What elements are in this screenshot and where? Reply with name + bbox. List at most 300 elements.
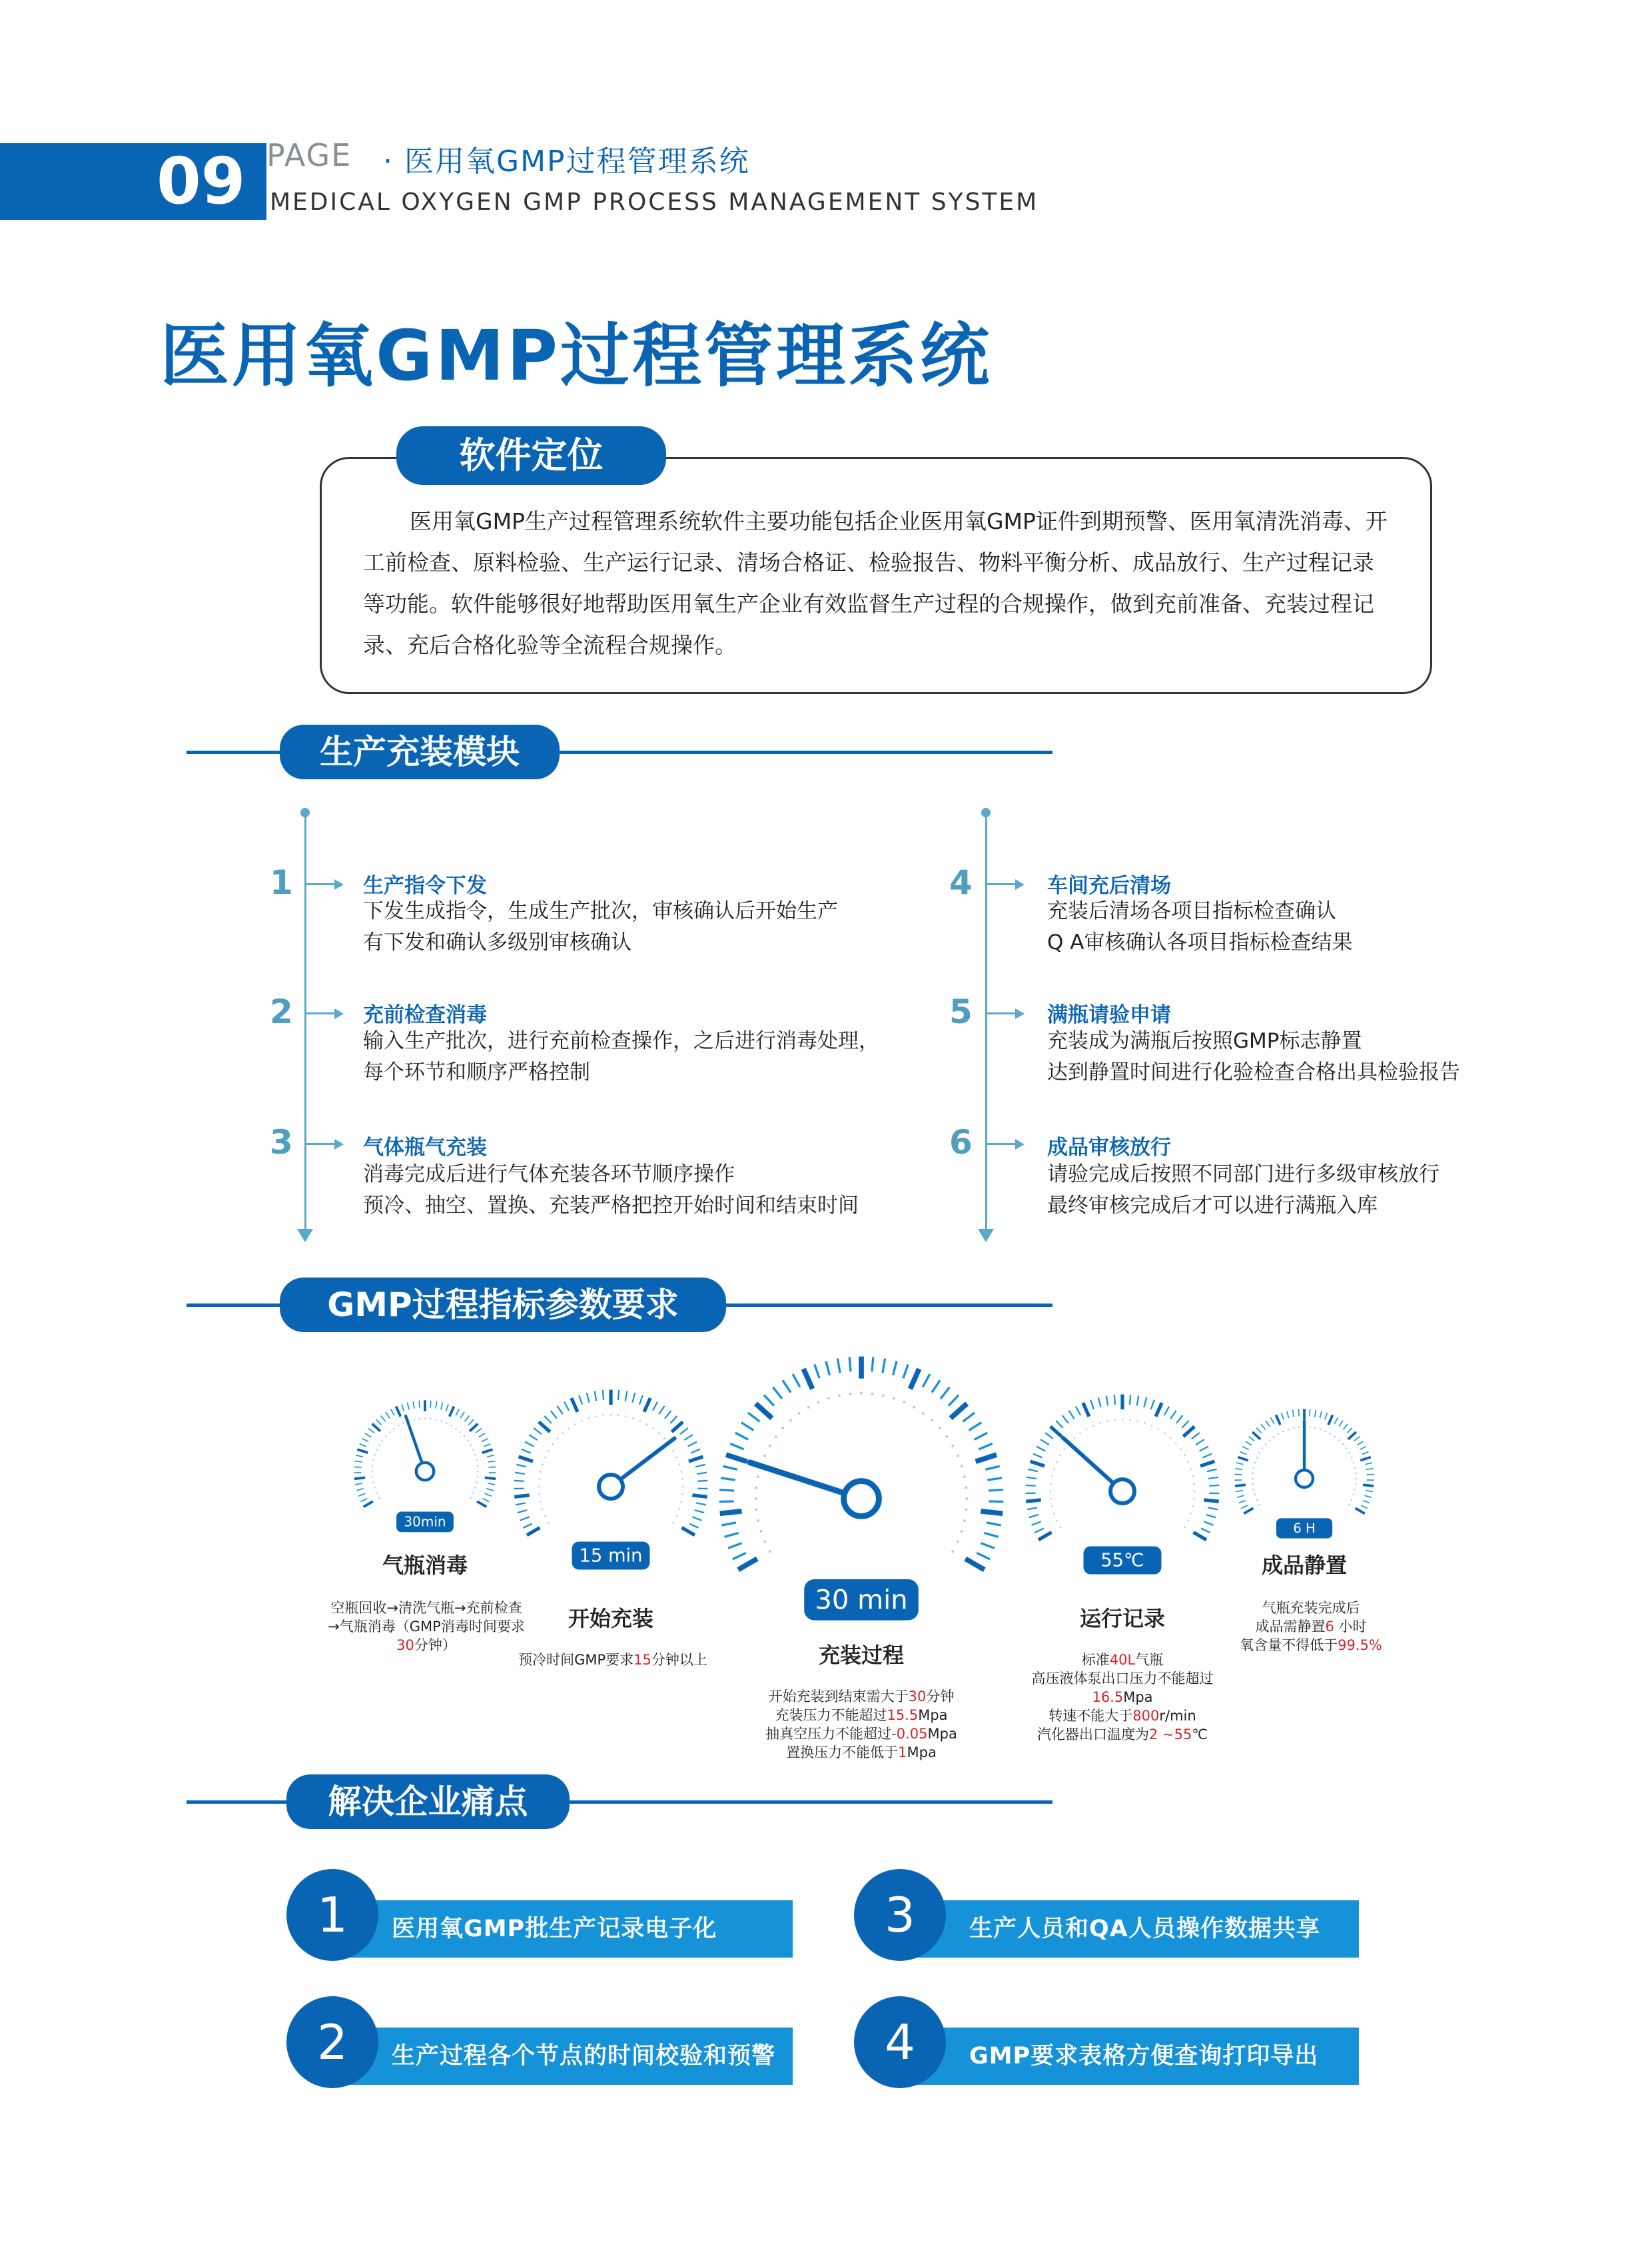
gauge-major-tick xyxy=(803,1369,812,1389)
gauge-minor-tick xyxy=(837,1359,840,1373)
gauge-minor-tick xyxy=(849,1357,851,1371)
gauge-minor-tick xyxy=(975,1433,987,1439)
gauge-dot xyxy=(382,1439,383,1441)
gauge-major-tick xyxy=(1050,1427,1062,1437)
gauge-minor-tick xyxy=(603,1390,604,1400)
desc-text: 充装压力不能超过 xyxy=(775,1707,887,1723)
gauge-minor-tick xyxy=(482,1439,488,1442)
gauge-minor-tick xyxy=(413,1401,414,1409)
gauge-dot xyxy=(760,1530,763,1533)
gauge-dot xyxy=(807,1406,810,1409)
desc-text: 小时 xyxy=(1334,1619,1367,1635)
gauge-standing xyxy=(1212,1387,1396,1573)
desc-text: Mpa xyxy=(918,1707,948,1723)
gauge-minor-tick xyxy=(430,1401,431,1408)
positioning-title: 软件定位 xyxy=(396,426,666,485)
gmp-title: GMP过程指标参数要求 xyxy=(280,1278,726,1332)
gauge-dot xyxy=(610,1414,612,1415)
gauge-minor-tick xyxy=(1106,1396,1108,1406)
gauge-major-tick xyxy=(755,1403,772,1418)
gauge-minor-tick xyxy=(793,1374,800,1387)
gauge-minor-tick xyxy=(534,1428,542,1434)
gauge-minor-tick xyxy=(483,1499,490,1502)
gauge-dot xyxy=(542,1463,543,1465)
gauge-minor-tick xyxy=(1202,1454,1212,1458)
gauge-dot xyxy=(378,1497,380,1498)
pain-text: GMP要求表格方便查询打印导出 xyxy=(969,2043,1319,2069)
gauge-minor-tick xyxy=(773,1387,782,1399)
gauge-minor-tick xyxy=(1366,1491,1373,1492)
gauge-dot xyxy=(1151,1425,1152,1426)
step-connector xyxy=(306,1012,336,1014)
gauge-minor-tick xyxy=(516,1503,526,1505)
gauge-dot xyxy=(440,1420,442,1421)
gauge-display-text: 6 H xyxy=(1293,1521,1316,1537)
gauge-dot xyxy=(1190,1468,1192,1469)
gauge-minor-tick xyxy=(1236,1463,1244,1464)
gauge-dot xyxy=(632,1417,633,1419)
gauge-major-tick xyxy=(910,1369,919,1389)
gauge-dot xyxy=(965,1487,968,1489)
gauge-minor-tick xyxy=(949,1395,959,1405)
pain-number: 1 xyxy=(286,1869,378,1961)
gauge-dot xyxy=(1314,1427,1316,1429)
gauge-dot xyxy=(557,1438,558,1439)
gauge-dot xyxy=(548,1450,549,1451)
gauge-dot xyxy=(372,1481,374,1483)
gauge-major-tick xyxy=(450,1407,454,1417)
gauge-major-tick xyxy=(1038,1533,1051,1540)
gauge-minor-tick xyxy=(1361,1505,1368,1509)
gauge-dot xyxy=(374,1454,375,1455)
gauge-display-text: 15 min xyxy=(579,1545,643,1567)
gauge-minor-tick xyxy=(1363,1501,1370,1503)
gauge-minor-tick xyxy=(1137,1396,1139,1406)
gauge-major-tick xyxy=(720,1511,742,1513)
gauge-dot xyxy=(1356,1478,1357,1479)
gauge-major-tick xyxy=(1363,1485,1374,1486)
gauge-dot xyxy=(1051,1505,1052,1507)
gauge-dot xyxy=(1192,1505,1193,1507)
gauge-dot xyxy=(1164,1432,1165,1433)
step-line-2: 有下发和确认多级别审核确认 xyxy=(363,931,631,954)
gauge-dot xyxy=(588,1417,589,1419)
arrow-right-icon xyxy=(334,879,344,890)
gauge-dot xyxy=(1056,1520,1057,1521)
gauge-minor-tick xyxy=(783,1380,791,1392)
gauge-label: 气瓶消毒 xyxy=(382,1553,468,1578)
gauge-minor-tick xyxy=(1298,1409,1299,1417)
gauge-dot xyxy=(464,1435,465,1437)
gauge-major-tick xyxy=(477,1501,486,1507)
gauge-dot xyxy=(1355,1473,1356,1474)
gauge-minor-tick xyxy=(1164,1406,1169,1415)
gauge-minor-tick xyxy=(1040,1439,1049,1445)
gauge-dot xyxy=(922,1412,925,1415)
gauge-dot xyxy=(838,1394,841,1397)
desc-text: Mpa xyxy=(927,1726,957,1742)
gauge-minor-tick xyxy=(741,1423,754,1431)
gauge-major-tick xyxy=(738,1559,757,1570)
gauge-minor-tick xyxy=(360,1444,366,1447)
gauge-major-tick xyxy=(514,1495,529,1497)
gauge-minor-tick xyxy=(1098,1397,1101,1407)
gauge-dot xyxy=(1354,1467,1356,1469)
gauge-minor-tick xyxy=(1365,1463,1372,1464)
gauge-dot xyxy=(1254,1494,1256,1495)
gauge-minor-tick xyxy=(1360,1446,1366,1449)
gauge-desc-4 xyxy=(1006,1651,1239,1744)
gauge-dot xyxy=(595,1415,596,1417)
desc-text: 抽真空压力不能超过 xyxy=(765,1726,892,1742)
gauge-minor-tick xyxy=(730,1443,743,1449)
desc-text: 分钟以上 xyxy=(651,1652,707,1668)
gauge-dot xyxy=(1136,1420,1138,1421)
gauge-dot xyxy=(1351,1457,1352,1458)
gauge-dot xyxy=(1129,1419,1130,1420)
gauge-svg xyxy=(695,1332,1028,1665)
gauge-dot xyxy=(474,1454,476,1455)
gauge-dot xyxy=(446,1422,447,1423)
gauge-minor-tick xyxy=(516,1465,526,1467)
gauge-dot xyxy=(755,1497,757,1500)
pain-text: 生产人员和QA人员操作数据共享 xyxy=(969,1916,1320,1942)
gauge-dot xyxy=(681,1493,683,1495)
desc-value: -0.05 xyxy=(891,1726,928,1742)
desc-value: 2 ~55 xyxy=(1149,1726,1192,1742)
gauge-dot xyxy=(385,1435,386,1437)
gauge-desc-3 xyxy=(745,1687,978,1762)
gauge-dot xyxy=(951,1445,954,1447)
gauge-dot xyxy=(1355,1483,1356,1485)
page-number: 09 xyxy=(157,144,246,218)
gauge-major-tick xyxy=(1183,1427,1194,1437)
gauge-minor-tick xyxy=(1027,1507,1037,1509)
gauge-minor-tick xyxy=(1026,1485,1036,1486)
gauge-minor-tick xyxy=(1033,1454,1042,1458)
gauge-minor-tick xyxy=(358,1493,365,1496)
gauge-label: 充装过程 xyxy=(818,1643,904,1668)
gauge-dot xyxy=(544,1457,546,1458)
desc-text: 预冷时间GMP要求 xyxy=(518,1652,634,1668)
gauge-minor-tick xyxy=(748,1413,760,1421)
gauge-dot xyxy=(1144,1422,1145,1423)
gauge-dot xyxy=(538,1486,540,1487)
gauge-dot xyxy=(538,1493,540,1495)
gauge-minor-tick xyxy=(733,1553,746,1559)
gauge-label: 运行记录 xyxy=(1079,1606,1165,1631)
desc-text: r/min xyxy=(1159,1708,1196,1724)
gauge-minor-tick xyxy=(903,1364,908,1378)
desc-value: 1 xyxy=(898,1744,907,1760)
gauge-dot xyxy=(1262,1447,1263,1449)
gauge-minor-tick xyxy=(1045,1433,1053,1439)
gauge-dot xyxy=(1114,1419,1116,1420)
gauge-minor-tick xyxy=(522,1449,531,1453)
gauge-dot xyxy=(374,1487,375,1488)
gauge-minor-tick xyxy=(479,1433,485,1437)
gauge-dot xyxy=(548,1522,549,1523)
gauge-minor-tick xyxy=(525,1442,534,1447)
gauge-dot xyxy=(893,1397,895,1400)
gauge-minor-tick xyxy=(985,1466,999,1469)
gauge-major-tick xyxy=(1360,1457,1370,1461)
gauge-dot xyxy=(1273,1436,1274,1437)
gauge-minor-tick xyxy=(564,1401,569,1410)
gauge-dot xyxy=(625,1415,626,1417)
gauge-dot xyxy=(945,1435,948,1438)
gauge-dot xyxy=(675,1515,677,1517)
gauge-dot xyxy=(1053,1513,1054,1514)
desc-text: 分钟 xyxy=(926,1688,955,1704)
gauge-minor-tick xyxy=(1068,1411,1074,1419)
gauge-dot xyxy=(681,1479,683,1480)
gauge-minor-tick xyxy=(1241,1505,1248,1509)
gauge-dot xyxy=(775,1435,777,1438)
gauge-minor-tick xyxy=(355,1483,362,1485)
gauge-dot xyxy=(1282,1431,1284,1432)
gauge-dot xyxy=(1059,1527,1060,1528)
step-connector xyxy=(987,883,1017,885)
gauge-minor-tick xyxy=(441,1403,443,1410)
step-line-1: 输入生产批次，进行充前检查操作，之后进行消毒处理， xyxy=(363,1029,879,1053)
gauge-minor-tick xyxy=(1239,1501,1246,1503)
gauge-minor-tick xyxy=(665,1411,671,1419)
gauge-minor-tick xyxy=(1271,1417,1274,1423)
gauge-minor-tick xyxy=(969,1423,982,1431)
step-connector xyxy=(987,1143,1017,1145)
gauge-minor-tick xyxy=(1235,1469,1242,1470)
gauge-dot xyxy=(1269,1439,1270,1441)
gauge-dot xyxy=(1298,1426,1300,1427)
gauge-major-tick xyxy=(1238,1457,1248,1461)
gauge-major-tick xyxy=(1276,1415,1280,1425)
gauge-dot xyxy=(1170,1437,1171,1439)
positioning-text: 医用氧GMP生产过程管理系统软件主要功能包括企业医用氧GMP证件到期预警、医用氧清洗消毒、开工前检查、原料检验、生产运行记录、清场合格证、检验报告、物料平衡分析、成品放行、生产过程记录等功能。软件能够很好地帮助医用氧生产企业有效监督生产过程的合规操作，做到充前准备、充装过程记录、充后合格化验等全流程合规操作。 xyxy=(363,508,1388,658)
gauge-major-tick xyxy=(726,1455,747,1461)
gauge-dot xyxy=(957,1455,959,1457)
gauge-dot xyxy=(646,1423,647,1425)
desc-line xyxy=(1211,1636,1411,1655)
gauge-dot xyxy=(470,1444,471,1445)
gauge-dot xyxy=(679,1463,680,1465)
gauge-minor-tick xyxy=(1027,1477,1036,1479)
gauge-dot xyxy=(540,1471,541,1472)
gauge-minor-tick xyxy=(518,1510,527,1513)
gauge-dot xyxy=(1258,1452,1260,1453)
gauge-major-tick xyxy=(519,1457,533,1461)
gauge-minor-tick xyxy=(1170,1411,1176,1419)
step-line-2: 每个环节和顺序严格控制 xyxy=(363,1060,590,1084)
step-number: 3 xyxy=(270,1123,293,1162)
gauge-dot xyxy=(680,1471,681,1472)
gauge-minor-tick xyxy=(476,1428,482,1433)
gauge-minor-tick xyxy=(979,1443,992,1449)
gauge-dot xyxy=(931,1419,933,1422)
desc-line: 气瓶充装完成后 xyxy=(1262,1600,1360,1616)
page-subtitle-en: MEDICAL OXYGEN GMP PROCESS MANAGEMENT SYSTEM xyxy=(270,188,1039,216)
gauge-display-text: 55℃ xyxy=(1100,1550,1144,1571)
gauge-minor-tick xyxy=(1151,1400,1154,1409)
gauge-major-tick xyxy=(1194,1533,1206,1540)
gauge-dot xyxy=(1354,1489,1356,1490)
gauge-dot xyxy=(961,1530,963,1533)
gauge-dot xyxy=(1193,1498,1194,1499)
gauge-dot xyxy=(755,1487,758,1489)
gauge-minor-tick xyxy=(1347,1428,1352,1433)
desc-line xyxy=(745,1687,978,1706)
gauge-dot xyxy=(789,1419,792,1422)
gauge-minor-tick xyxy=(923,1374,930,1387)
desc-line: →气瓶消毒（GMP消毒时间要求 xyxy=(328,1619,525,1635)
gauge-minor-tick xyxy=(1366,1469,1374,1470)
gauge-dot xyxy=(372,1459,374,1461)
gauge-dot xyxy=(672,1450,673,1451)
desc-text: 转速不能大于 xyxy=(1048,1708,1133,1724)
gauge-hub xyxy=(1296,1470,1313,1487)
step-number: 4 xyxy=(949,863,973,902)
gauge-major-tick xyxy=(396,1407,401,1417)
gauge-dot xyxy=(939,1427,941,1429)
gauge-minor-tick xyxy=(987,1478,1002,1480)
gauge-dot xyxy=(652,1427,653,1429)
gauge-desc-5 xyxy=(1211,1599,1411,1655)
gauge-minor-tick xyxy=(625,1391,627,1401)
gauge-minor-tick xyxy=(356,1489,364,1491)
step-connector xyxy=(306,883,336,885)
arrow-right-icon xyxy=(1015,1008,1025,1019)
page-title-cn: · 医用氧GMP过程管理系统 xyxy=(383,145,750,179)
gauge-dot xyxy=(1338,1439,1340,1441)
gauge-hub xyxy=(416,1463,434,1480)
gauge-dot xyxy=(672,1522,673,1523)
gauge-major-tick xyxy=(976,1455,997,1461)
step-line-1: 请验完成后按照不同部门进行多级审核放行 xyxy=(1047,1162,1440,1186)
gauge-minor-tick xyxy=(977,1553,990,1559)
gauge-dot xyxy=(470,1497,471,1498)
gauge-minor-tick xyxy=(551,1411,557,1419)
gauge-minor-tick xyxy=(653,1401,657,1410)
gauge-major-tick xyxy=(644,1398,650,1412)
gauge-dot xyxy=(403,1422,404,1423)
gauge-dot xyxy=(372,1471,373,1472)
gauge-minor-tick xyxy=(1282,1413,1284,1419)
pain-number: 4 xyxy=(854,1996,946,2088)
gauge-dot xyxy=(552,1443,553,1445)
gauge-dot xyxy=(1184,1527,1185,1528)
gauge-dot xyxy=(540,1501,541,1502)
gauge-minor-tick xyxy=(368,1428,374,1433)
production-title: 生产充装模块 xyxy=(280,725,560,779)
gauge-major-tick xyxy=(981,1511,1003,1513)
gauge-minor-tick xyxy=(1339,1421,1343,1427)
gauge-dot xyxy=(1099,1422,1100,1423)
gauge-hub xyxy=(844,1481,879,1517)
gauge-dot xyxy=(476,1459,477,1461)
gauge-minor-tick xyxy=(989,1490,1003,1491)
gauge-minor-tick xyxy=(1320,1411,1322,1418)
gauge-dot xyxy=(1192,1475,1193,1477)
gauge-dot xyxy=(1265,1443,1266,1445)
gauge-dot xyxy=(871,1393,874,1395)
gauge-minor-tick xyxy=(1315,1410,1316,1417)
gauge-dot xyxy=(430,1418,431,1419)
gauge-dot xyxy=(1158,1428,1159,1429)
gauge-minor-tick xyxy=(419,1401,420,1408)
gauge-minor-tick xyxy=(764,1395,774,1405)
gauge-minor-tick xyxy=(963,1413,975,1421)
gauge-minor-tick xyxy=(1354,1437,1360,1441)
gauge-minor-tick xyxy=(391,1409,394,1415)
timeline-arrow-left xyxy=(297,1229,313,1242)
gauge-minor-tick xyxy=(484,1444,490,1447)
gauge-minor-tick xyxy=(1201,1529,1210,1533)
gauge-minor-tick xyxy=(1357,1441,1363,1445)
gauge-dot xyxy=(581,1420,582,1421)
gauge-dot xyxy=(769,1550,771,1553)
gauge-dot xyxy=(1353,1462,1354,1463)
gauge-minor-tick xyxy=(987,1523,1001,1525)
gauge-minor-tick xyxy=(1114,1395,1115,1405)
desc-text: Mpa xyxy=(1123,1689,1153,1705)
desc-line xyxy=(745,1743,978,1762)
gauge-dot xyxy=(476,1481,477,1483)
gauge-dot xyxy=(1050,1491,1051,1492)
gauge-dot xyxy=(542,1508,543,1509)
desc-value: 30 xyxy=(396,1637,414,1653)
gauge-minor-tick xyxy=(381,1415,386,1421)
gauge-minor-tick xyxy=(632,1393,635,1403)
gauge-dot xyxy=(1342,1443,1344,1445)
step-number: 2 xyxy=(270,992,293,1031)
desc-value: 800 xyxy=(1132,1708,1160,1724)
gauge-minor-tick xyxy=(670,1416,677,1423)
gauge-dot xyxy=(951,1550,954,1553)
step-number: 1 xyxy=(270,863,293,902)
gauge-dot xyxy=(1253,1467,1254,1469)
gauge-dot xyxy=(603,1414,604,1415)
gauge-dot xyxy=(860,1392,863,1395)
gauge-minor-tick xyxy=(872,1357,873,1371)
gauge-dot xyxy=(1175,1443,1176,1444)
gauge-label: 开始充装 xyxy=(568,1606,653,1631)
gauge-svg xyxy=(332,1378,518,1565)
gauge-dot xyxy=(1278,1433,1279,1434)
gauge-svg xyxy=(1212,1387,1396,1571)
gauge-dot xyxy=(1252,1483,1253,1485)
desc-text: ℃ xyxy=(1192,1726,1208,1742)
desc-line xyxy=(506,1651,719,1669)
gauge-dot xyxy=(1051,1475,1052,1477)
pain-text: 生产过程各个节点的时间校验和预警 xyxy=(392,2043,776,2069)
gauge-dot xyxy=(1252,1473,1253,1474)
gauge-dot xyxy=(1254,1462,1256,1463)
arrow-right-icon xyxy=(1015,879,1025,890)
gauge-minor-tick xyxy=(659,1406,664,1414)
gauge-minor-tick xyxy=(1237,1495,1244,1497)
gauge-display-text: 30 min xyxy=(815,1585,908,1616)
gauge-minor-tick xyxy=(544,1416,551,1423)
gauge-major-tick xyxy=(1348,1432,1356,1439)
gauge-minor-tick xyxy=(446,1404,448,1411)
gauge-major-tick xyxy=(354,1477,365,1479)
gauge-dot xyxy=(1293,1427,1294,1429)
gauge-dot xyxy=(675,1457,677,1458)
gauge-minor-tick xyxy=(1076,1406,1080,1415)
gauge-dot xyxy=(1320,1429,1321,1430)
gauge-dot xyxy=(965,1509,968,1511)
gauge-dot xyxy=(1180,1448,1181,1449)
